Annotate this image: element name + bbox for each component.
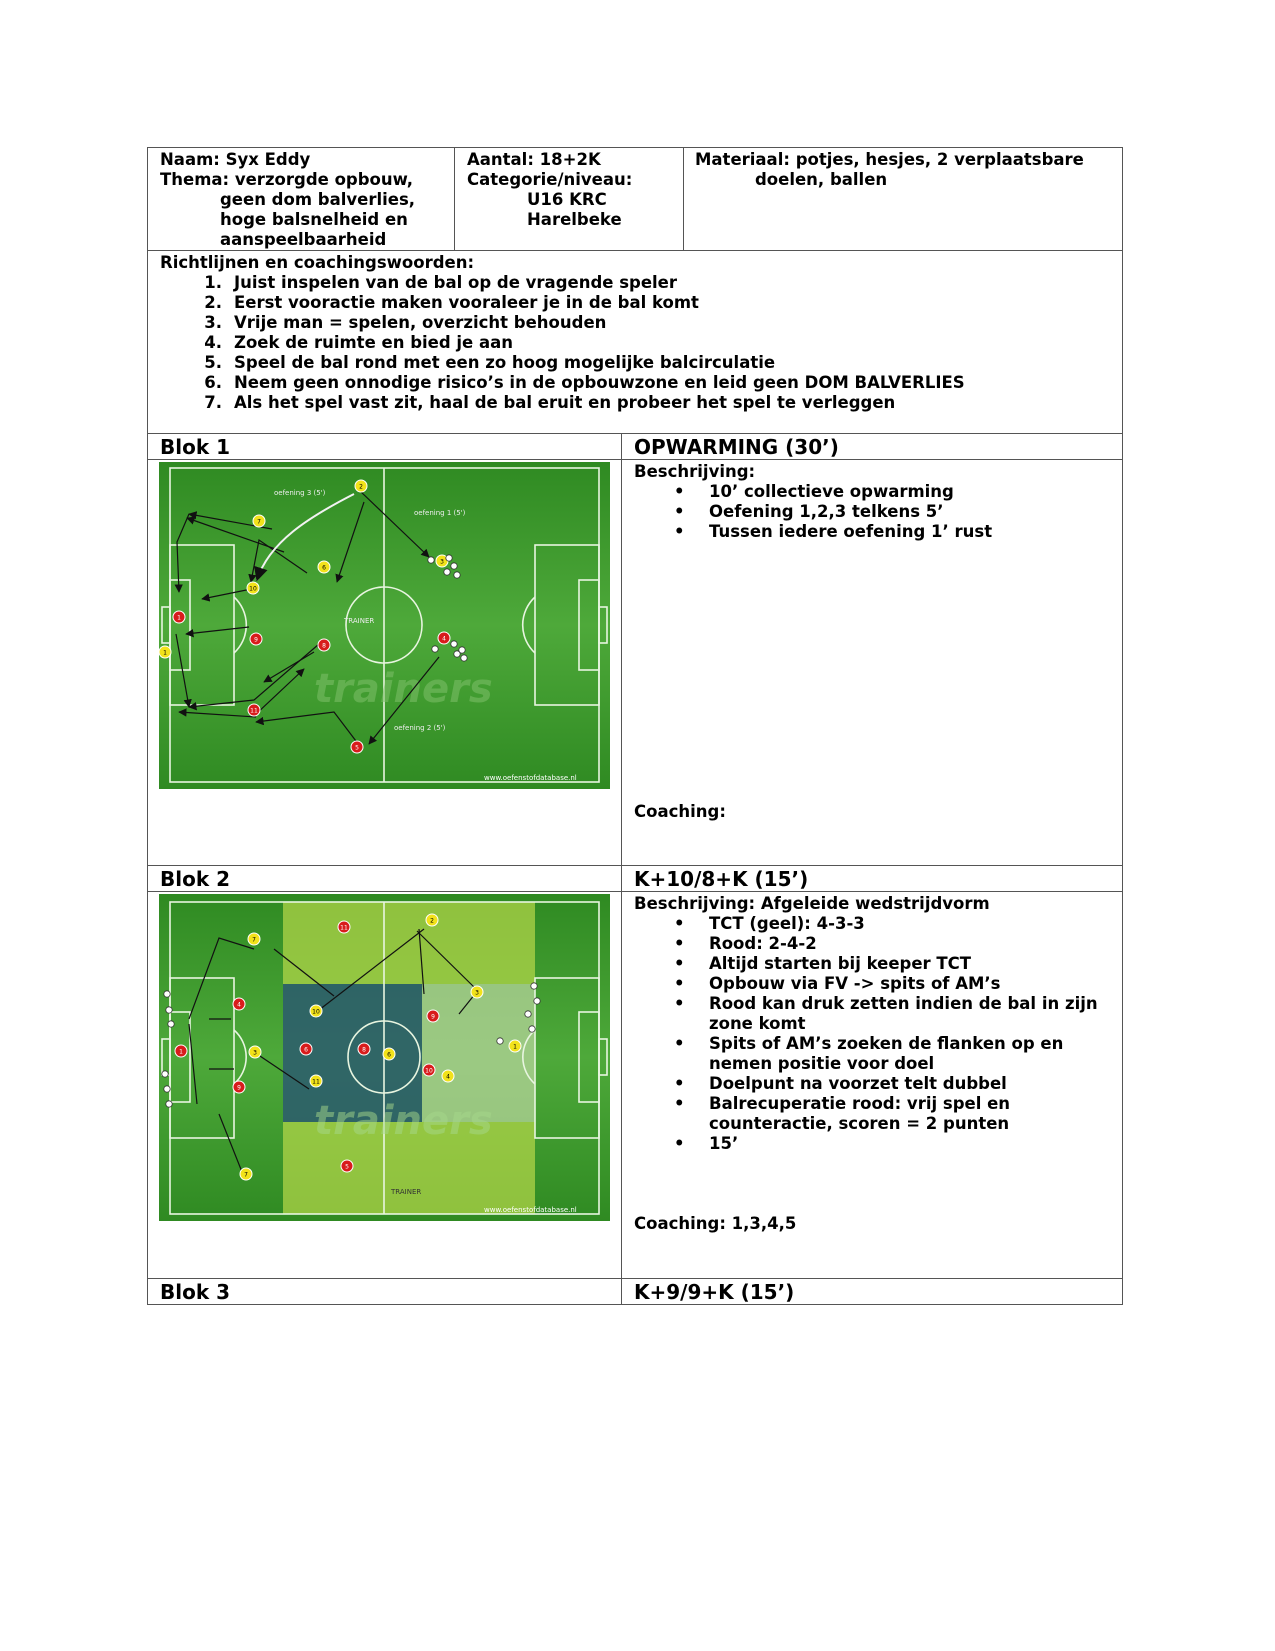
bullet-item: • Balrecuperatie rood: vrij spel en counteractie, scoren = 2 punten: [674, 1094, 1011, 1133]
blok1-bullets: [634, 482, 1110, 542]
svg-text:11: 11: [250, 707, 258, 715]
guideline-item: 6. Neem geen onnodige risico’s in de opbouwzone en leid geen DOM BALVERLIES: [204, 373, 965, 392]
blok2-text-cell: [621, 892, 1122, 1278]
blok1-title: OPWARMING (30’): [621, 434, 1122, 459]
categorie-line-2: Harelbeke: [527, 210, 622, 229]
yellow-player-marker: [471, 986, 483, 998]
guidelines-list: [160, 273, 1110, 413]
svg-text:7: 7: [244, 1171, 248, 1179]
ball-icon: [454, 572, 460, 578]
svg-text:2: 2: [430, 917, 434, 925]
yellow-player-marker: [240, 1168, 252, 1180]
blok2-pitch-diagram: [159, 894, 610, 1221]
svg-text:10: 10: [249, 585, 257, 593]
blok1-header-row: [147, 434, 1123, 460]
trainer-label: TRAINER: [344, 617, 375, 625]
blok2-header-row: [147, 866, 1123, 892]
svg-text:6: 6: [322, 564, 326, 572]
oefening-3-label: oefening 3 (5'): [274, 489, 326, 497]
svg-text:7: 7: [252, 936, 256, 944]
watermark: trainers: [314, 666, 493, 712]
categorie-line-1: U16 KRC: [527, 190, 607, 209]
aantal: Aantal: 18+2K: [467, 150, 601, 169]
svg-text:10: 10: [312, 1008, 320, 1016]
svg-text:5: 5: [355, 744, 359, 752]
svg-text:9: 9: [431, 1013, 435, 1021]
materiaal-line-2: doelen, ballen: [755, 170, 888, 189]
yellow-player-marker: [248, 933, 260, 945]
svg-text:3: 3: [253, 1049, 257, 1057]
guideline-item: 3. Vrije man = spelen, overzicht behouden: [204, 313, 607, 332]
blok3-label: Blok 3: [160, 1280, 231, 1304]
guideline-item: 5. Speel de bal rond met een zo hoog mogelijke balcirculatie: [204, 353, 776, 372]
thema-line-4: aanspeelbaarheid: [220, 230, 387, 249]
blok2-bullets: [634, 914, 1110, 1154]
ball-icon: [534, 998, 540, 1004]
blok1-coaching: Coaching:: [634, 802, 726, 821]
red-player-marker: [427, 1010, 439, 1022]
blok2-title: K+10/8+K (15’): [621, 866, 1122, 891]
ball-icon: [168, 1021, 174, 1027]
red-player-marker: [338, 921, 350, 933]
ball-icon: [428, 557, 434, 563]
oefening-2-label: oefening 2 (5'): [394, 724, 446, 732]
svg-text:4: 4: [237, 1001, 241, 1009]
yellow-player-marker: [442, 1070, 454, 1082]
svg-text:5: 5: [345, 1163, 349, 1171]
yellow-player-marker: [509, 1040, 521, 1052]
bullet-item: • 15’: [674, 1134, 739, 1153]
svg-text:1: 1: [163, 649, 167, 657]
red-player-marker: [175, 1045, 187, 1057]
ball-icon: [451, 563, 457, 569]
ball-icon: [497, 1038, 503, 1044]
guideline-item: 1. Juist inspelen van de bal op de vragende speler: [204, 273, 677, 292]
blok2-desc-label: Beschrijving: Afgeleide wedstrijdvorm: [634, 894, 990, 913]
blok3-header-row: [147, 1279, 1123, 1305]
ball-icon: [444, 569, 450, 575]
svg-text:11: 11: [312, 1078, 320, 1086]
yellow-player-marker: [383, 1048, 395, 1060]
ball-icon: [531, 983, 537, 989]
url-label: www.oefenstofdatabase.nl: [484, 774, 577, 782]
blok2-diagram-cell: [148, 892, 621, 1278]
materiaal-line-1: Materiaal: potjes, hesjes, 2 verplaatsbare: [695, 150, 1084, 169]
svg-text:1: 1: [179, 1048, 183, 1056]
aantal-cell: [454, 148, 683, 250]
red-player-marker: [341, 1160, 353, 1172]
yellow-player-marker: [310, 1005, 322, 1017]
blok1-desc-label: Beschrijving:: [634, 462, 756, 481]
top-zone: [283, 902, 535, 984]
svg-text:9: 9: [254, 636, 258, 644]
yellow-player-marker: [426, 914, 438, 926]
bullet-item: • Rood: 2-4-2: [674, 934, 817, 953]
ball-icon: [461, 655, 467, 661]
yellow-player-marker: [355, 480, 367, 492]
guidelines-cell: [148, 251, 1122, 433]
red-player-marker: [438, 632, 450, 644]
red-player-marker: [173, 611, 185, 623]
naam: Naam: Syx Eddy: [160, 150, 311, 169]
ball-icon: [432, 646, 438, 652]
bullet-item: • Opbouw via FV -> spits of AM’s: [674, 974, 1001, 993]
svg-text:10: 10: [425, 1067, 433, 1075]
svg-text:6: 6: [387, 1051, 391, 1059]
watermark: trainers: [314, 1098, 493, 1144]
red-player-marker: [233, 998, 245, 1010]
yellow-player-marker: [310, 1075, 322, 1087]
svg-text:3: 3: [475, 989, 479, 997]
bullet-item: • Altijd starten bij keeper TCT: [674, 954, 972, 973]
trainer-label: TRAINER: [391, 1188, 422, 1196]
svg-text:9: 9: [237, 1084, 241, 1092]
bullet-item: • Doelpunt na voorzet telt dubbel: [674, 1074, 1007, 1093]
blok2-coaching: Coaching: 1,3,4,5: [634, 1214, 797, 1233]
guidelines-row: [147, 251, 1123, 434]
svg-text:3: 3: [440, 558, 444, 566]
yellow-player-marker: [159, 646, 171, 658]
url-label: www.oefenstofdatabase.nl: [484, 1206, 577, 1214]
guideline-item: 7. Als het spel vast zit, haal de bal eruit en probeer het spel te verleggen: [204, 393, 896, 412]
svg-text:1: 1: [513, 1043, 517, 1051]
thema-line-3: hoge balsnelheid en: [220, 210, 408, 229]
blok2-content-row: [147, 892, 1123, 1279]
session-sheet: [147, 147, 1123, 1305]
ball-icon: [164, 1086, 170, 1092]
blok1-diagram-cell: [148, 460, 621, 865]
blok1-pitch-diagram: [159, 462, 610, 789]
ball-icon: [166, 1101, 172, 1107]
yellow-player-marker: [249, 1046, 261, 1058]
svg-text:4: 4: [442, 635, 446, 643]
bullet-item: • Spits of AM’s zoeken de flanken op en nemen positie voor doel: [674, 1034, 1064, 1073]
bullet-item: • 10’ collectieve opwarming: [674, 482, 954, 501]
bullet-item: • Tussen iedere oefening 1’ rust: [674, 522, 993, 541]
guideline-item: 4. Zoek de ruimte en bied je aan: [204, 333, 514, 352]
naam-thema-cell: [148, 148, 454, 250]
bullet-item: • Rood kan druk zetten indien de bal in zijn zone komt: [674, 994, 1098, 1033]
svg-text:2: 2: [359, 483, 363, 491]
oefening-1-label: oefening 1 (5'): [414, 509, 466, 517]
svg-text:1: 1: [177, 614, 181, 622]
red-player-marker: [233, 1081, 245, 1093]
yellow-player-marker: [247, 582, 259, 594]
ball-icon: [451, 641, 457, 647]
red-player-marker: [358, 1043, 370, 1055]
svg-text:4: 4: [446, 1073, 450, 1081]
svg-text:11: 11: [340, 924, 348, 932]
svg-text:6: 6: [304, 1046, 308, 1054]
categorie-label: Categorie/niveau:: [467, 170, 633, 189]
blok1-label: Blok 1: [160, 435, 231, 459]
red-player-marker: [250, 633, 262, 645]
red-player-marker: [423, 1064, 435, 1076]
header-row: [147, 147, 1123, 251]
thema-line-1: Thema: verzorgde opbouw,: [160, 170, 414, 189]
guidelines-title: Richtlijnen en coachingswoorden:: [160, 253, 475, 272]
thema-line-2: geen dom balverlies,: [220, 190, 416, 209]
red-player-marker: [248, 704, 260, 716]
ball-icon: [166, 1007, 172, 1013]
ball-icon: [529, 1026, 535, 1032]
svg-text:8: 8: [322, 642, 326, 650]
svg-text:8: 8: [362, 1046, 366, 1054]
ball-icon: [446, 555, 452, 561]
blok2-label: Blok 2: [160, 867, 231, 891]
red-player-marker: [351, 741, 363, 753]
red-player-marker: [300, 1043, 312, 1055]
ball-icon: [525, 1011, 531, 1017]
ball-icon: [459, 647, 465, 653]
bullet-item: • Oefening 1,2,3 telkens 5’: [674, 502, 944, 521]
ball-icon: [162, 1071, 168, 1077]
guideline-item: 2. Eerst vooractie maken vooraleer je in de bal komt: [204, 293, 699, 312]
materiaal-cell: [683, 148, 1122, 250]
blok3-title: K+9/9+K (15’): [621, 1279, 1122, 1304]
svg-text:7: 7: [257, 518, 261, 526]
yellow-player-marker: [253, 515, 265, 527]
yellow-player-marker: [318, 561, 330, 573]
ball-icon: [164, 991, 170, 997]
blok1-content-row: [147, 460, 1123, 866]
red-player-marker: [318, 639, 330, 651]
blok1-text-cell: [621, 460, 1122, 865]
bullet-item: • TCT (geel): 4-3-3: [674, 914, 865, 933]
